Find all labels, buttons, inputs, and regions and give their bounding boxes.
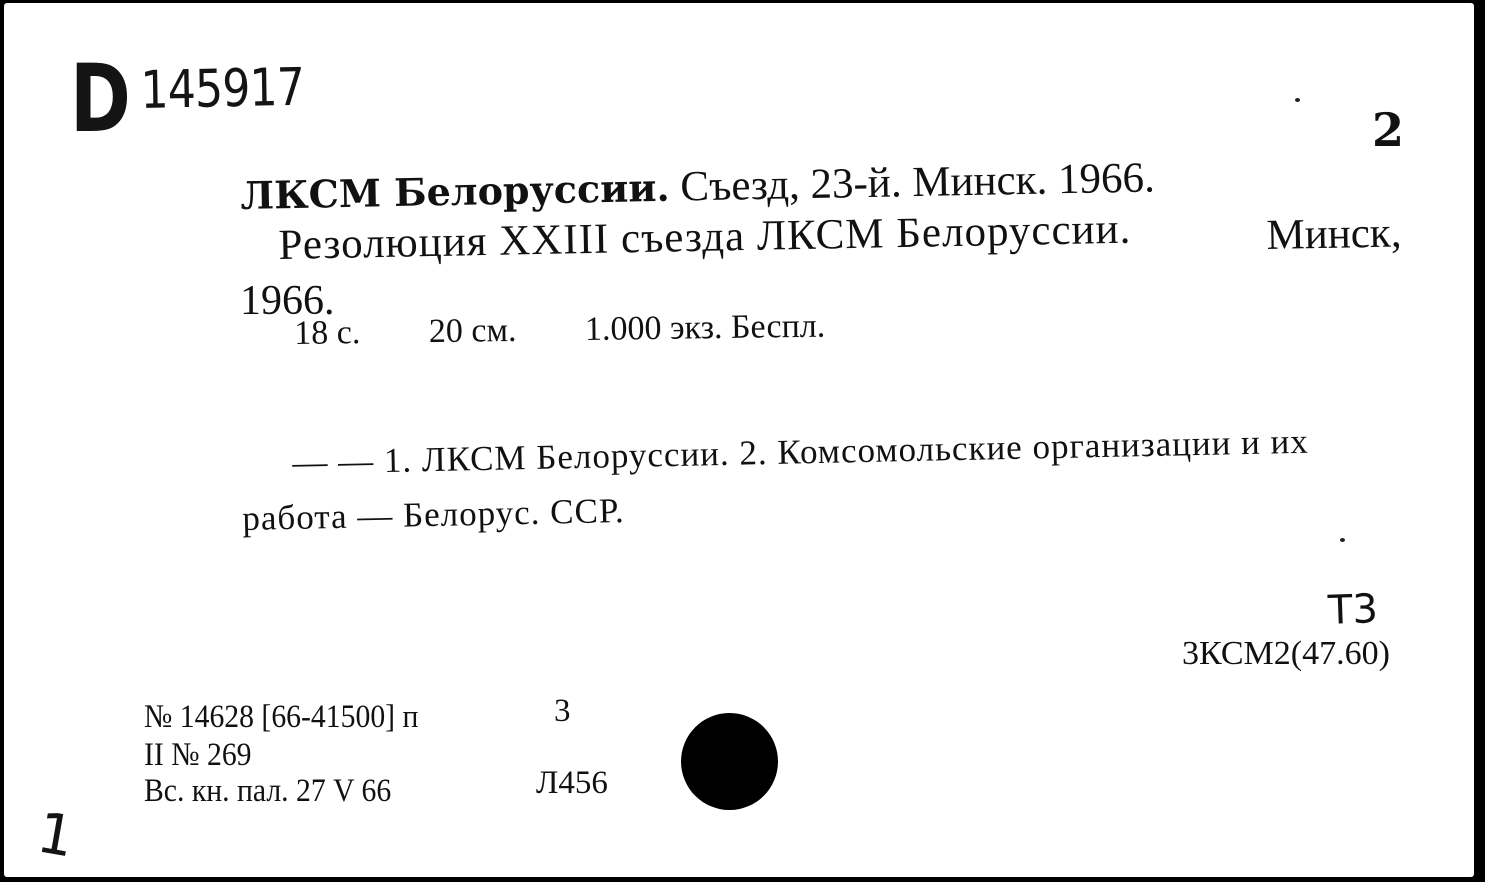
ink-speck xyxy=(1295,98,1300,102)
footer-print-right: Л456 xyxy=(536,765,608,801)
ink-speck xyxy=(1340,538,1345,542)
footer-order: № 14628 [66-41500] п xyxy=(144,699,419,735)
entry-title: Резолюция XXIII съезда ЛКСМ Белоруссии. xyxy=(278,205,1132,269)
punch-hole xyxy=(681,713,778,810)
entry-physical-description xyxy=(294,307,885,353)
entry-copies: 1.000 экз. Беспл. xyxy=(584,307,826,348)
inventory-letter: D xyxy=(70,45,130,154)
entry-heading: ЛКСМ Белоруссии. xyxy=(240,164,671,218)
entry-heading-rest: Съезд, 23-й. Минск. 1966. xyxy=(679,154,1156,211)
card-number: 2 xyxy=(1372,103,1405,157)
corner-mark: 1 xyxy=(32,800,80,871)
footer-series: II № 269 xyxy=(144,737,252,773)
subject-line-2: работа — Белорус. ССР. xyxy=(242,490,626,538)
catalog-card xyxy=(4,3,1474,877)
entry-year: 1966. xyxy=(240,278,335,324)
entry-place: Минск, xyxy=(1266,209,1402,259)
classification-handwritten: Т3 xyxy=(1327,586,1379,634)
footer-order-right: 3 xyxy=(554,693,571,729)
entry-pages: 18 с. xyxy=(294,314,361,352)
entry-size: 20 см. xyxy=(428,311,517,351)
subject-line-1: — — 1. ЛКСМ Белоруссии. 2. Комсомольские организации и их xyxy=(292,421,1310,482)
classification-code: 3КСМ2(47.60) xyxy=(1182,635,1390,672)
footer-print: Вс. кн. пал. 27 V 66 xyxy=(144,773,392,809)
inventory-number: 145917 xyxy=(140,57,305,121)
